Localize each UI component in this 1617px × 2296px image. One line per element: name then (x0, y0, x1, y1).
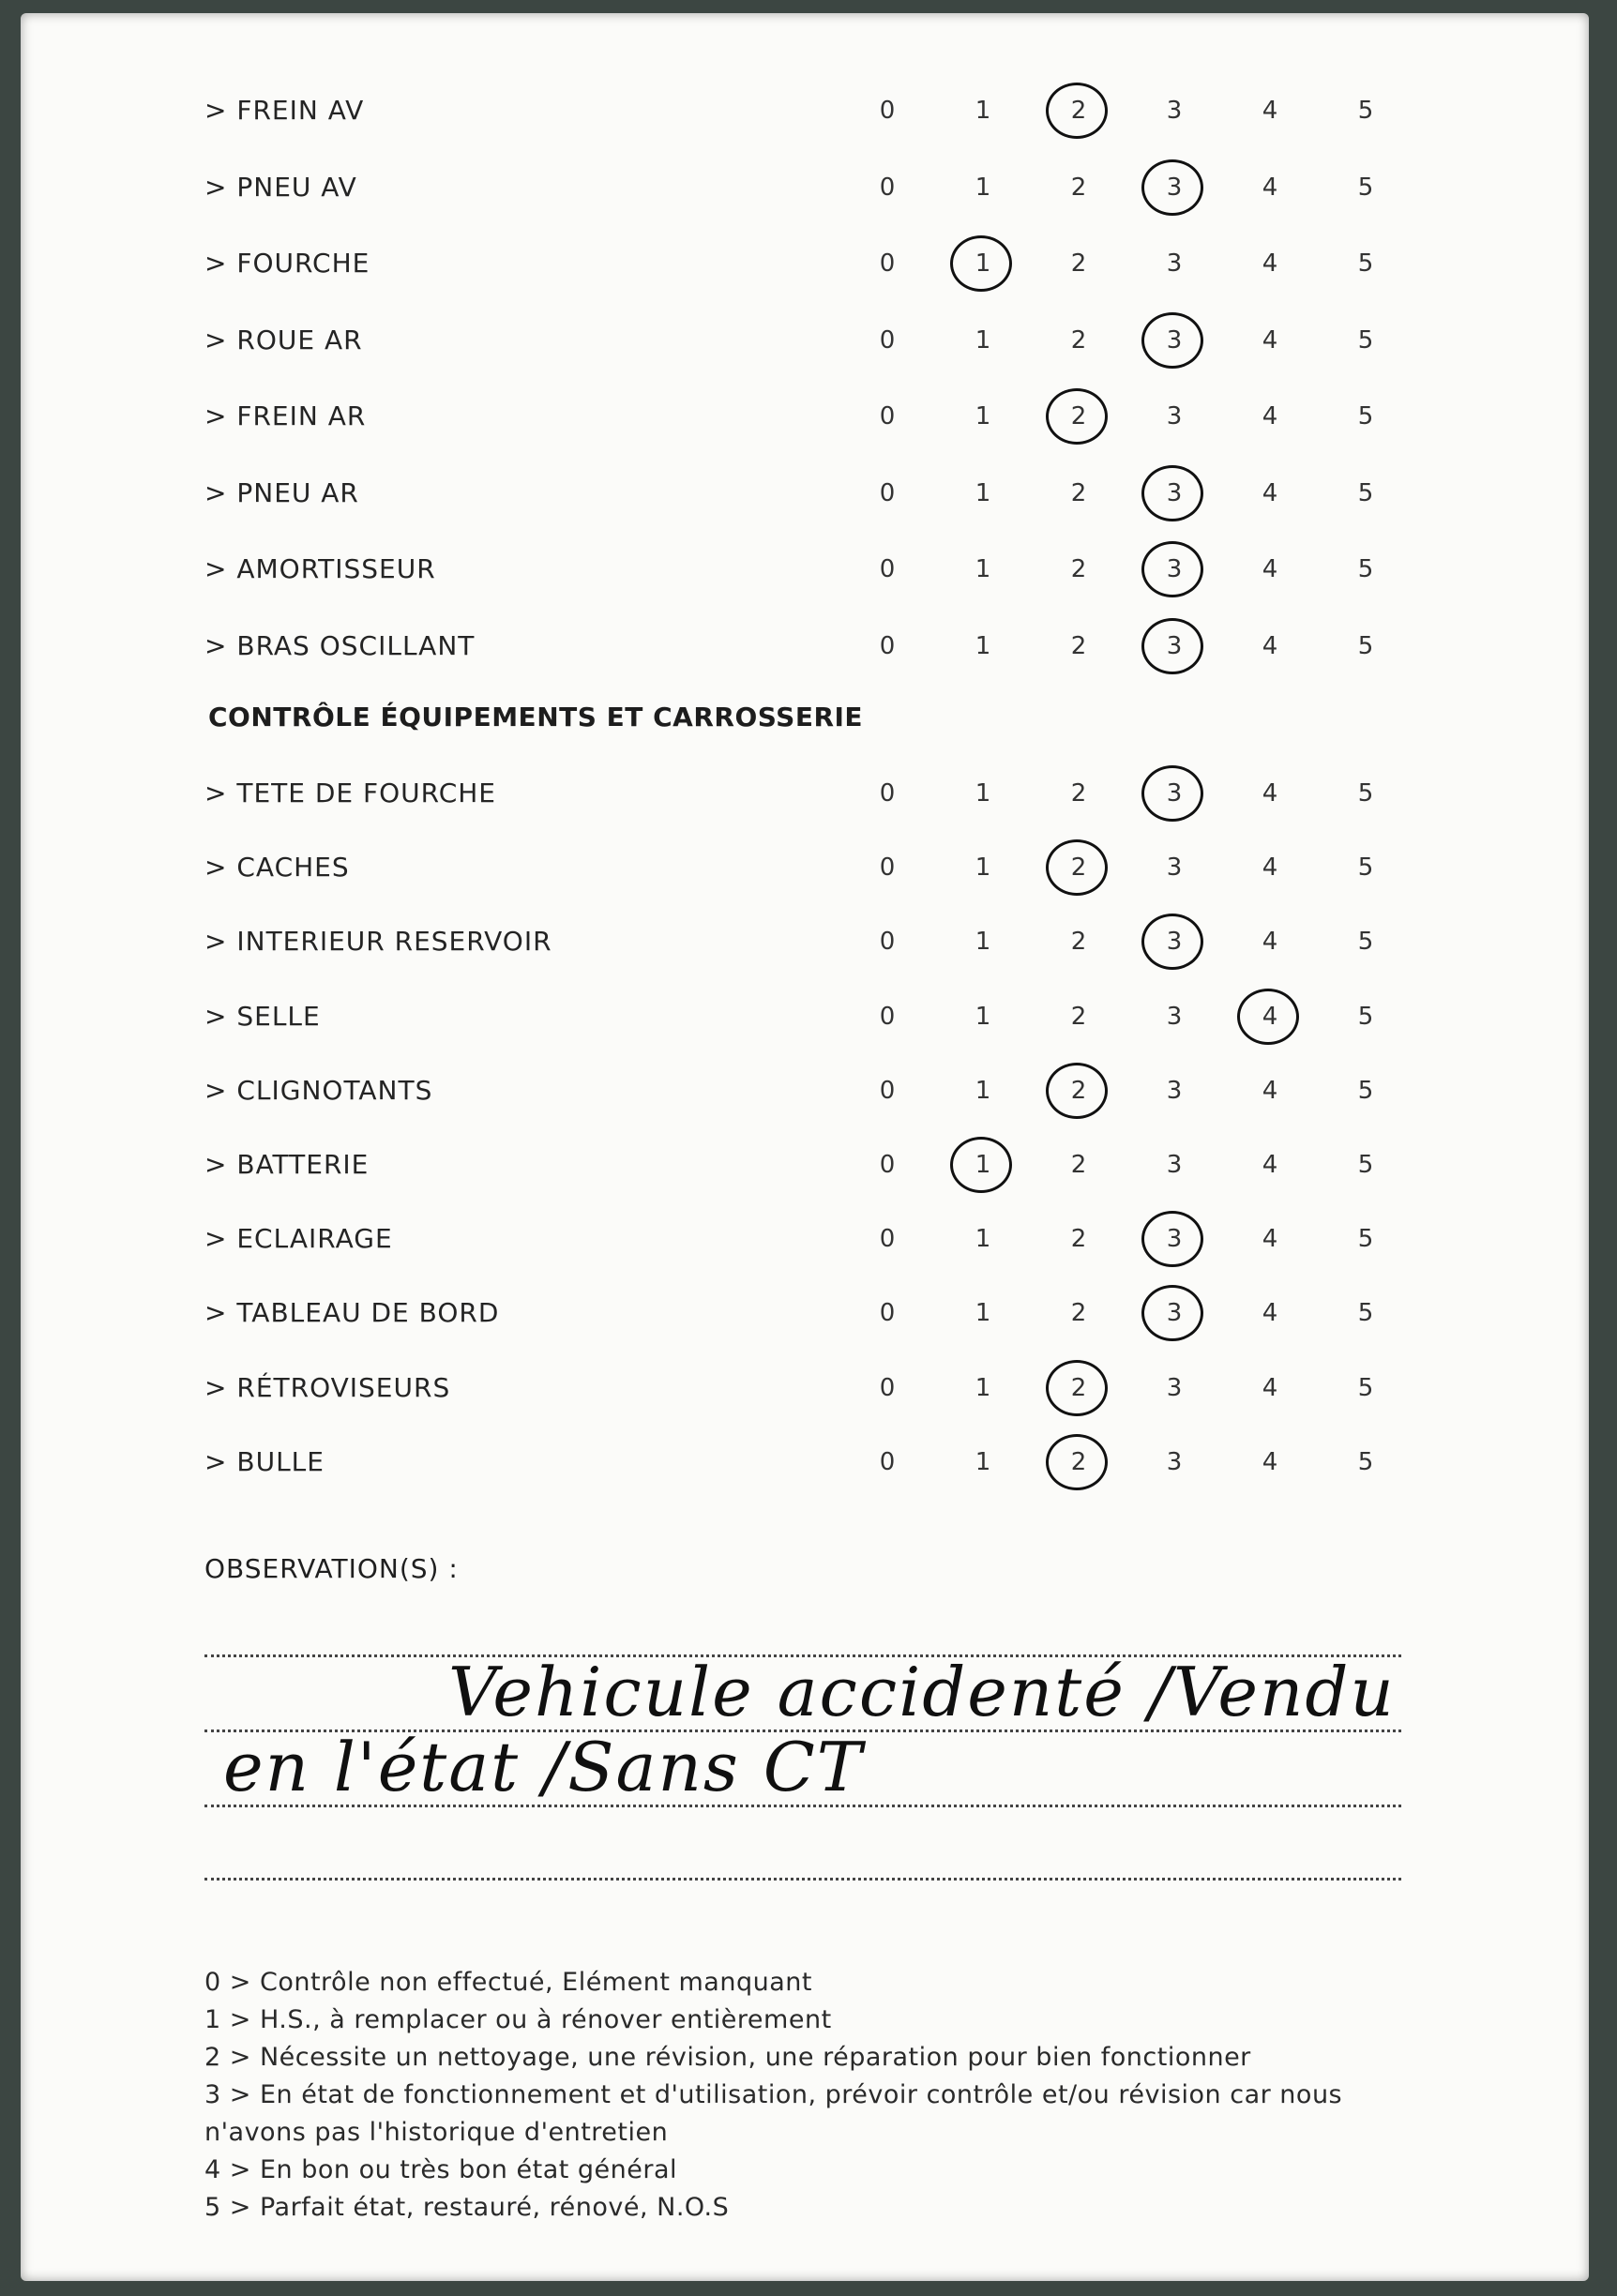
check-item-label: > AMORTISSEUR (204, 553, 436, 584)
score-option[interactable]: 0 (879, 97, 896, 125)
score-option[interactable]: 4 (1262, 631, 1278, 660)
score-circled[interactable]: 2 (1060, 1434, 1097, 1490)
score-option[interactable]: 4 (1262, 853, 1278, 883)
score-option[interactable]: 3 (1166, 1151, 1183, 1179)
legend-item-5: 5 > Parfait état, restauré, rénové, N.O.S (204, 2193, 730, 2222)
legend-item-0: 0 > Contrôle non effectué, Elément manquant (204, 1968, 812, 1997)
score-option[interactable]: 3 (1166, 1373, 1183, 1402)
score-option[interactable]: 4 (1262, 1373, 1278, 1402)
check-item-label: > BULLE (204, 1445, 325, 1477)
score-option[interactable]: 1 (975, 1076, 991, 1105)
score-option[interactable]: 2 (1070, 631, 1087, 660)
score-option[interactable]: 0 (879, 325, 896, 355)
handwritten-observation-1: Vehicule accidenté /Vendu (448, 1653, 1396, 1731)
observation-line (204, 1878, 1401, 1881)
score-circled[interactable]: 3 (1156, 1211, 1193, 1267)
score-option[interactable]: 5 (1357, 173, 1374, 202)
legend-item-3: 3 > En état de fonctionnement et d'utilisation, prévoir contrôle et/ou révision car nous n'avons pas l'historique d'entretien (204, 2080, 1343, 2147)
check-item-label: > ECLAIRAGE (204, 1223, 393, 1255)
score-circled[interactable]: 3 (1156, 312, 1193, 369)
check-row (0, 1434, 1617, 1490)
section-title: CONTRÔLE ÉQUIPEMENTS ET CARROSSERIE (208, 702, 864, 733)
score-option[interactable]: 0 (879, 173, 896, 202)
score-option[interactable]: 4 (1262, 249, 1278, 278)
check-item-label: > CLIGNOTANTS (204, 1074, 433, 1106)
score-option[interactable]: 3 (1166, 1002, 1183, 1031)
score-option[interactable]: 3 (1166, 249, 1183, 278)
score-option[interactable]: 4 (1262, 173, 1278, 202)
score-option[interactable]: 4 (1262, 97, 1278, 125)
score-option[interactable]: 5 (1357, 249, 1374, 278)
handwritten-observation-2: en l'état /Sans CT (223, 1728, 864, 1806)
score-option[interactable]: 1 (975, 631, 991, 660)
score-option[interactable]: 1 (975, 1447, 991, 1476)
score-option[interactable]: 4 (1262, 1076, 1278, 1105)
score-option[interactable]: 0 (879, 1076, 896, 1105)
score-option[interactable]: 2 (1070, 478, 1087, 507)
score-option[interactable]: 2 (1070, 779, 1087, 808)
score-option[interactable]: 5 (1357, 555, 1374, 583)
score-option[interactable]: 5 (1357, 1151, 1374, 1179)
check-item-label: > FREIN AR (204, 400, 367, 431)
legend-item-2: 2 > Nécessite un nettoyage, une révision, une réparation pour bien fonctionner (204, 2043, 1251, 2072)
score-circled[interactable]: 3 (1156, 159, 1193, 216)
score-option[interactable]: 0 (879, 1299, 896, 1328)
check-item-label: > SELLE (204, 1000, 321, 1032)
score-option[interactable]: 1 (975, 325, 991, 355)
check-row (0, 235, 1617, 292)
check-item-label: > BATTERIE (204, 1149, 370, 1180)
score-circled[interactable]: 2 (1060, 1063, 1097, 1119)
score-option[interactable]: 2 (1070, 928, 1087, 957)
score-option[interactable]: 5 (1357, 631, 1374, 660)
score-option[interactable]: 2 (1070, 249, 1087, 278)
score-option[interactable]: 5 (1357, 1447, 1374, 1476)
score-option[interactable]: 1 (975, 173, 991, 202)
check-row (0, 541, 1617, 597)
score-option[interactable]: 1 (975, 555, 991, 583)
legend-item-4: 4 > En bon ou très bon état général (204, 2155, 678, 2184)
score-option[interactable]: 0 (879, 631, 896, 660)
score-option[interactable]: 2 (1070, 173, 1087, 202)
score-option[interactable]: 3 (1166, 1076, 1183, 1105)
score-option[interactable]: 5 (1357, 478, 1374, 507)
check-row (0, 388, 1617, 445)
score-option[interactable]: 4 (1262, 928, 1278, 957)
score-option[interactable]: 0 (879, 402, 896, 430)
check-item-label: > TETE DE FOURCHE (204, 778, 496, 808)
score-option[interactable]: 1 (975, 478, 991, 507)
score-option[interactable]: 1 (975, 1373, 991, 1402)
score-option[interactable]: 5 (1357, 1373, 1374, 1402)
score-option[interactable]: 5 (1357, 1076, 1374, 1105)
score-circled[interactable]: 3 (1156, 541, 1193, 597)
check-row (0, 1137, 1617, 1193)
check-row (0, 765, 1617, 822)
check-row (0, 1285, 1617, 1341)
score-option[interactable]: 5 (1357, 1002, 1374, 1031)
legend-item-1: 1 > H.S., à remplacer ou à rénover entièrement (204, 2005, 832, 2034)
score-circled[interactable]: 3 (1156, 1285, 1193, 1341)
check-item-label: > ROUE AR (204, 324, 363, 355)
score-option[interactable]: 0 (879, 1373, 896, 1402)
score-option[interactable]: 5 (1357, 779, 1374, 808)
score-option[interactable]: 5 (1357, 853, 1374, 883)
score-circled[interactable]: 2 (1060, 839, 1097, 896)
score-option[interactable]: 0 (879, 478, 896, 507)
check-item-label: > CACHES (204, 852, 350, 884)
check-row (0, 618, 1617, 674)
score-option[interactable]: 5 (1357, 402, 1374, 430)
score-option[interactable]: 0 (879, 853, 896, 883)
score-option[interactable]: 4 (1262, 325, 1278, 355)
score-option[interactable]: 3 (1166, 1447, 1183, 1476)
score-circled[interactable]: 1 (964, 1137, 1002, 1193)
score-circled[interactable]: 2 (1060, 1360, 1097, 1416)
score-option[interactable]: 3 (1166, 402, 1183, 430)
check-item-label: > BRAS OSCILLANT (204, 629, 476, 661)
score-option[interactable]: 1 (975, 1002, 991, 1031)
check-row (0, 1211, 1617, 1267)
score-option[interactable]: 0 (879, 1002, 896, 1031)
score-circled[interactable]: 3 (1156, 765, 1193, 822)
score-option[interactable]: 4 (1262, 555, 1278, 583)
score-option[interactable]: 0 (879, 1225, 896, 1254)
check-row (0, 1063, 1617, 1119)
score-circled[interactable]: 1 (964, 235, 1002, 292)
score-option[interactable]: 1 (975, 97, 991, 125)
score-option[interactable]: 2 (1070, 325, 1087, 355)
score-option[interactable]: 2 (1070, 1225, 1087, 1254)
score-option[interactable]: 5 (1357, 1225, 1374, 1254)
score-option[interactable]: 5 (1357, 928, 1374, 957)
score-option[interactable]: 4 (1262, 1151, 1278, 1179)
score-option[interactable]: 1 (975, 779, 991, 808)
score-option[interactable]: 3 (1166, 853, 1183, 883)
score-option[interactable]: 0 (879, 928, 896, 957)
score-option[interactable]: 4 (1262, 478, 1278, 507)
score-circled[interactable]: 2 (1060, 388, 1097, 445)
check-row (0, 1360, 1617, 1416)
check-row (0, 839, 1617, 896)
check-item-label: > FOURCHE (204, 248, 370, 279)
check-item-label: > RÉTROVISEURS (204, 1371, 451, 1403)
score-option[interactable]: 5 (1357, 325, 1374, 355)
score-circled[interactable]: 3 (1156, 465, 1193, 521)
score-option[interactable]: 2 (1070, 1002, 1087, 1031)
check-row (0, 465, 1617, 521)
score-option[interactable]: 4 (1262, 1225, 1278, 1254)
score-option[interactable]: 2 (1070, 1151, 1087, 1179)
score-circled[interactable]: 2 (1060, 83, 1097, 139)
scale-legend (204, 1964, 1405, 2227)
score-circled[interactable]: 3 (1156, 618, 1193, 674)
check-row (0, 914, 1617, 970)
score-option[interactable]: 0 (879, 1447, 896, 1476)
score-option[interactable]: 0 (879, 249, 896, 278)
score-option[interactable]: 3 (1166, 97, 1183, 125)
check-item-label: > PNEU AV (204, 171, 357, 203)
check-row (0, 83, 1617, 139)
score-option[interactable]: 1 (975, 1299, 991, 1328)
score-option[interactable]: 1 (975, 1225, 991, 1254)
check-row (0, 159, 1617, 216)
score-circled[interactable]: 4 (1251, 989, 1289, 1045)
check-item-label: > INTERIEUR RESERVOIR (204, 926, 552, 958)
score-option[interactable]: 4 (1262, 1447, 1278, 1476)
check-row (0, 989, 1617, 1045)
check-item-label: > TABLEAU DE BORD (204, 1297, 500, 1329)
score-option[interactable]: 2 (1070, 1299, 1087, 1328)
check-row (0, 312, 1617, 369)
score-option[interactable]: 1 (975, 402, 991, 430)
score-circled[interactable]: 3 (1156, 914, 1193, 970)
score-option[interactable]: 1 (975, 928, 991, 957)
score-option[interactable]: 0 (879, 779, 896, 808)
score-option[interactable]: 4 (1262, 402, 1278, 430)
score-option[interactable]: 1 (975, 853, 991, 883)
observation-title: OBSERVATION(S) : (204, 1553, 459, 1584)
score-option[interactable]: 2 (1070, 555, 1087, 583)
score-option[interactable]: 5 (1357, 1299, 1374, 1328)
score-option[interactable]: 4 (1262, 1299, 1278, 1328)
check-item-label: > PNEU AR (204, 476, 359, 508)
score-option[interactable]: 4 (1262, 779, 1278, 808)
score-option[interactable]: 0 (879, 1151, 896, 1179)
check-item-label: > FREIN AV (204, 95, 365, 126)
score-option[interactable]: 5 (1357, 97, 1374, 125)
score-option[interactable]: 0 (879, 555, 896, 583)
